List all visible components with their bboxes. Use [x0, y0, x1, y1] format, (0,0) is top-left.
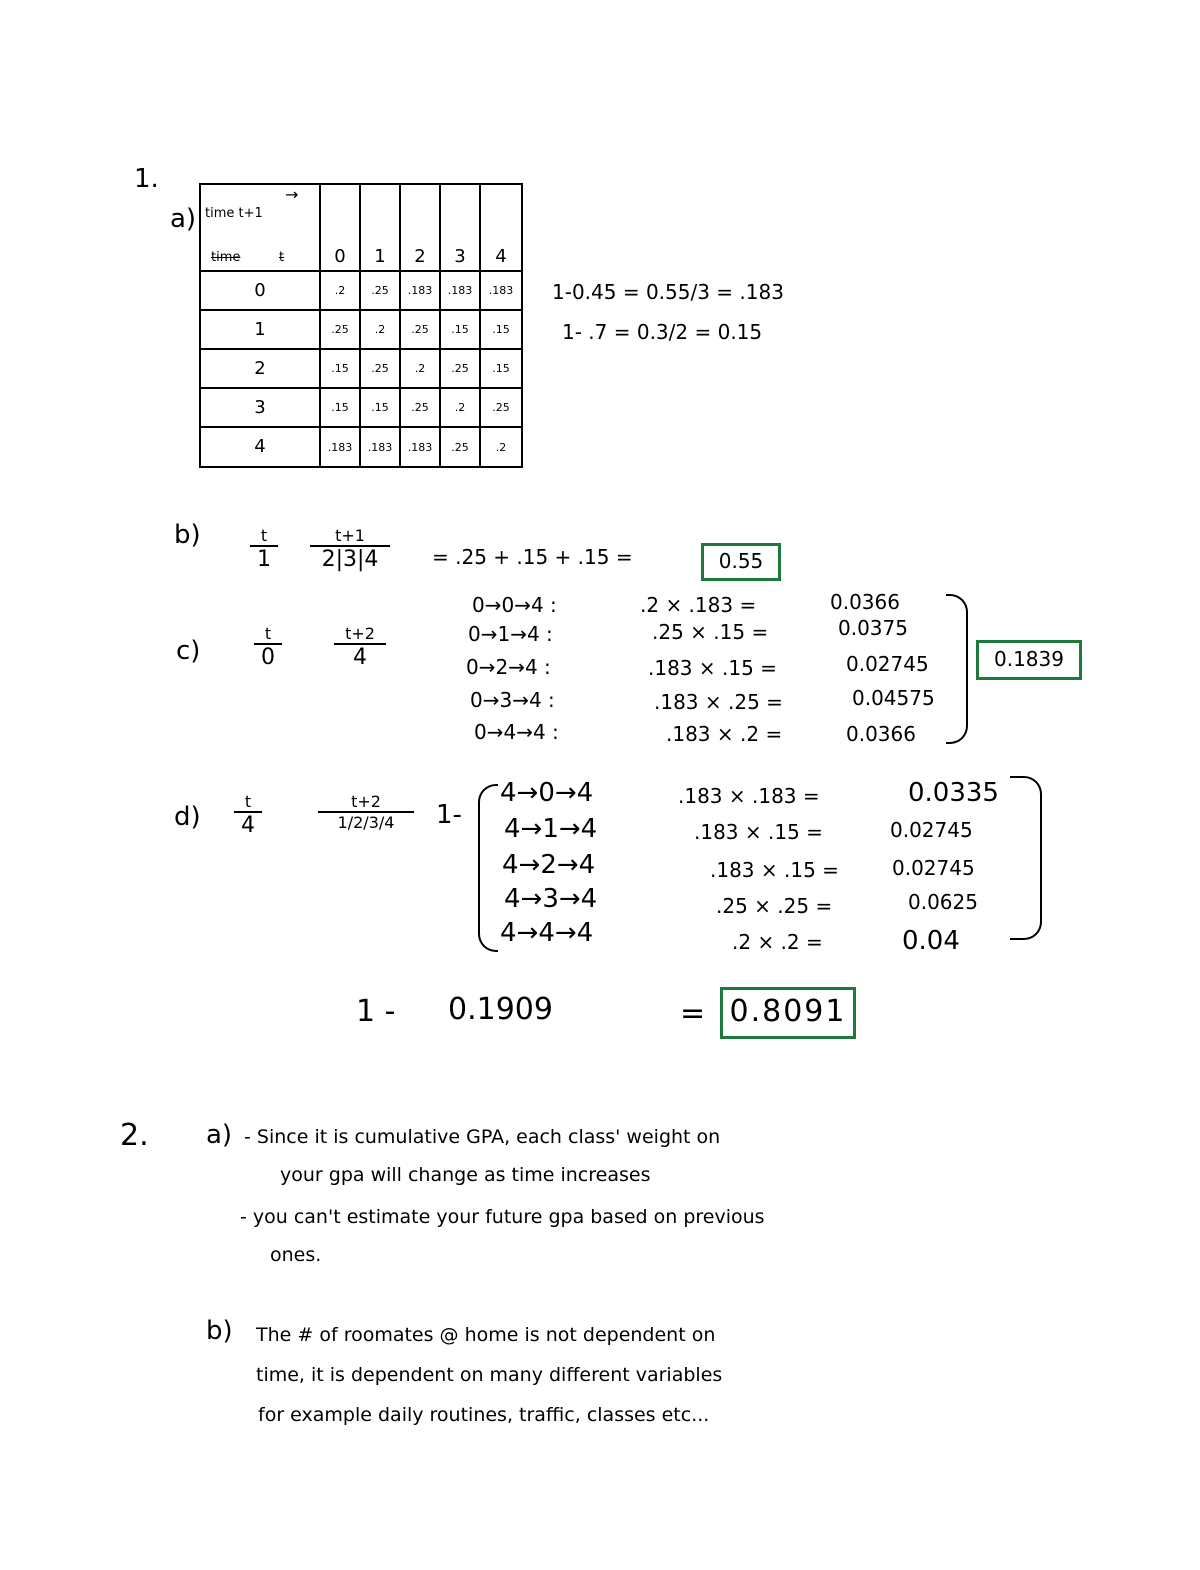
table-cell: .183	[400, 271, 440, 310]
answer-box	[720, 987, 856, 1039]
table-row	[200, 349, 522, 388]
corner-time-label: time	[211, 250, 241, 265]
final-sum-value: 0.1909	[448, 992, 553, 1027]
fraction-time-t	[250, 526, 278, 572]
path-label: 0→2→4 :	[466, 655, 551, 679]
table-cell: .25	[400, 388, 440, 427]
path-calc: .25 × .15 =	[652, 620, 769, 644]
question-2-number: 2.	[120, 1118, 149, 1153]
answer-box	[701, 543, 781, 581]
table-cell: .183	[400, 427, 440, 467]
path-result: 0.0366	[830, 590, 900, 614]
part-b-equation: = .25 + .15 + .15 =	[432, 545, 633, 569]
table-cell: .25	[320, 310, 360, 349]
arrow-icon: →	[285, 185, 299, 204]
frac-bottom: 4	[241, 813, 255, 838]
corner-t-label: t	[279, 250, 285, 265]
table-cell: .183	[360, 427, 400, 467]
path-result: 0.0366	[846, 722, 916, 746]
row-header: 1	[200, 310, 320, 349]
table-cell: .25	[360, 349, 400, 388]
fraction-time-t2	[334, 624, 386, 670]
table-row	[200, 271, 522, 310]
path-label: 0→0→4 :	[472, 593, 557, 617]
table-cell: .183	[480, 271, 522, 310]
path-calc: .2 × .2 =	[732, 930, 823, 954]
fraction-time-t1	[310, 526, 390, 572]
path-calc: .183 × .15 =	[710, 858, 839, 882]
path-label: 4→1→4	[504, 814, 598, 844]
answer-line: The # of roomates @ home is not dependent on	[256, 1324, 716, 1346]
frac-bottom: 2|3|4	[321, 547, 379, 572]
col-header: 2	[400, 184, 440, 271]
one-minus-prefix: 1-	[436, 800, 462, 830]
note-line: 1-0.45 = 0.55/3 = .183	[552, 280, 784, 304]
frac-bottom: 0	[261, 645, 275, 670]
path-result: 0.0375	[838, 616, 908, 640]
table-cell: .15	[480, 310, 522, 349]
path-label: 0→3→4 :	[470, 688, 555, 712]
frac-bottom: 4	[353, 645, 367, 670]
col-header: 4	[480, 184, 522, 271]
path-label: 0→1→4 :	[468, 622, 553, 646]
part-a-label: a)	[206, 1120, 233, 1150]
col-header: 1	[360, 184, 400, 271]
part-a-label: a)	[170, 204, 197, 234]
path-result: 0.02745	[892, 856, 975, 880]
final-one-minus: 1 -	[356, 994, 396, 1029]
fraction-time-t	[234, 792, 262, 838]
table-row	[200, 310, 522, 349]
part-c-label: c)	[176, 636, 201, 666]
question-1-number: 1.	[134, 164, 159, 194]
table-cell: .25	[400, 310, 440, 349]
answer-line: your gpa will change as time increases	[280, 1164, 651, 1186]
path-result: 0.02745	[846, 652, 929, 676]
frac-top: t	[250, 526, 278, 547]
table-corner-header	[200, 184, 320, 271]
table-cell: .25	[440, 349, 480, 388]
row-header: 0	[200, 271, 320, 310]
answer-value: 0.1839	[994, 647, 1064, 671]
table-cell: .2	[400, 349, 440, 388]
table-row	[200, 388, 522, 427]
table-cell: .15	[320, 388, 360, 427]
path-label: 4→4→4	[500, 918, 594, 948]
frac-bottom: 1	[257, 547, 271, 572]
table-cell: .2	[320, 271, 360, 310]
row-header: 2	[200, 349, 320, 388]
row-header: 4	[200, 427, 320, 467]
path-label: 0→4→4 :	[474, 720, 559, 744]
frac-top: t+1	[310, 526, 390, 547]
answer-line: time, it is dependent on many different variables	[256, 1364, 723, 1386]
path-label: 4→3→4	[504, 884, 598, 914]
fraction-time-t	[254, 624, 282, 670]
path-calc: .183 × .15 =	[694, 820, 823, 844]
path-label: 4→0→4	[500, 778, 594, 808]
sum-bracket	[946, 594, 968, 744]
path-result: 0.0335	[908, 778, 999, 808]
answer-value: 0.8091	[729, 994, 847, 1029]
table-cell: .15	[440, 310, 480, 349]
table-cell: .15	[360, 388, 400, 427]
frac-bottom: 1/2/3/4	[337, 813, 395, 832]
answer-line: - you can't estimate your future gpa based on previous	[240, 1206, 765, 1228]
part-b-label: b)	[174, 520, 201, 550]
path-calc: .25 × .25 =	[716, 894, 833, 918]
final-equals: =	[680, 996, 706, 1031]
frac-top: t	[254, 624, 282, 645]
sum-bracket	[1010, 776, 1042, 940]
frac-top: t	[234, 792, 262, 813]
answer-line: for example daily routines, traffic, classes etc...	[258, 1404, 710, 1426]
col-header: 0	[320, 184, 360, 271]
table-cell: .2	[440, 388, 480, 427]
frac-top: t+2	[318, 792, 414, 813]
table-cell: .183	[440, 271, 480, 310]
row-header: 3	[200, 388, 320, 427]
transition-matrix-table	[199, 183, 523, 468]
path-result: 0.02745	[890, 818, 973, 842]
answer-value: 0.55	[718, 549, 764, 573]
path-result: 0.0625	[908, 890, 978, 914]
path-calc: .183 × .2 =	[666, 722, 783, 746]
frac-top: t+2	[334, 624, 386, 645]
path-result: 0.04	[902, 926, 960, 956]
path-calc: .183 × .15 =	[648, 656, 777, 680]
table-cell: .25	[360, 271, 400, 310]
answer-line: ones.	[270, 1244, 322, 1266]
part-d-label: d)	[174, 802, 201, 832]
table-cell: .2	[360, 310, 400, 349]
part-b-label: b)	[206, 1316, 233, 1346]
col-header: 3	[440, 184, 480, 271]
table-row	[200, 427, 522, 467]
path-label: 4→2→4	[502, 850, 596, 880]
table-cell: .15	[320, 349, 360, 388]
path-result: 0.04575	[852, 686, 935, 710]
table-cell: .15	[480, 349, 522, 388]
table-cell: .183	[320, 427, 360, 467]
path-calc: .183 × .183 =	[678, 784, 820, 808]
table-cell: .2	[480, 427, 522, 467]
path-calc: .2 × .183 =	[640, 593, 757, 617]
corner-next-time-label: time t+1	[205, 206, 263, 221]
answer-line: - Since it is cumulative GPA, each class' weight on	[244, 1126, 721, 1148]
answer-box	[976, 640, 1082, 680]
paths-left-bracket	[478, 784, 498, 952]
fraction-time-t2	[318, 792, 414, 832]
path-calc: .183 × .25 =	[654, 690, 783, 714]
table-cell: .25	[480, 388, 522, 427]
table-cell: .25	[440, 427, 480, 467]
note-line: 1- .7 = 0.3/2 = 0.15	[562, 320, 763, 344]
